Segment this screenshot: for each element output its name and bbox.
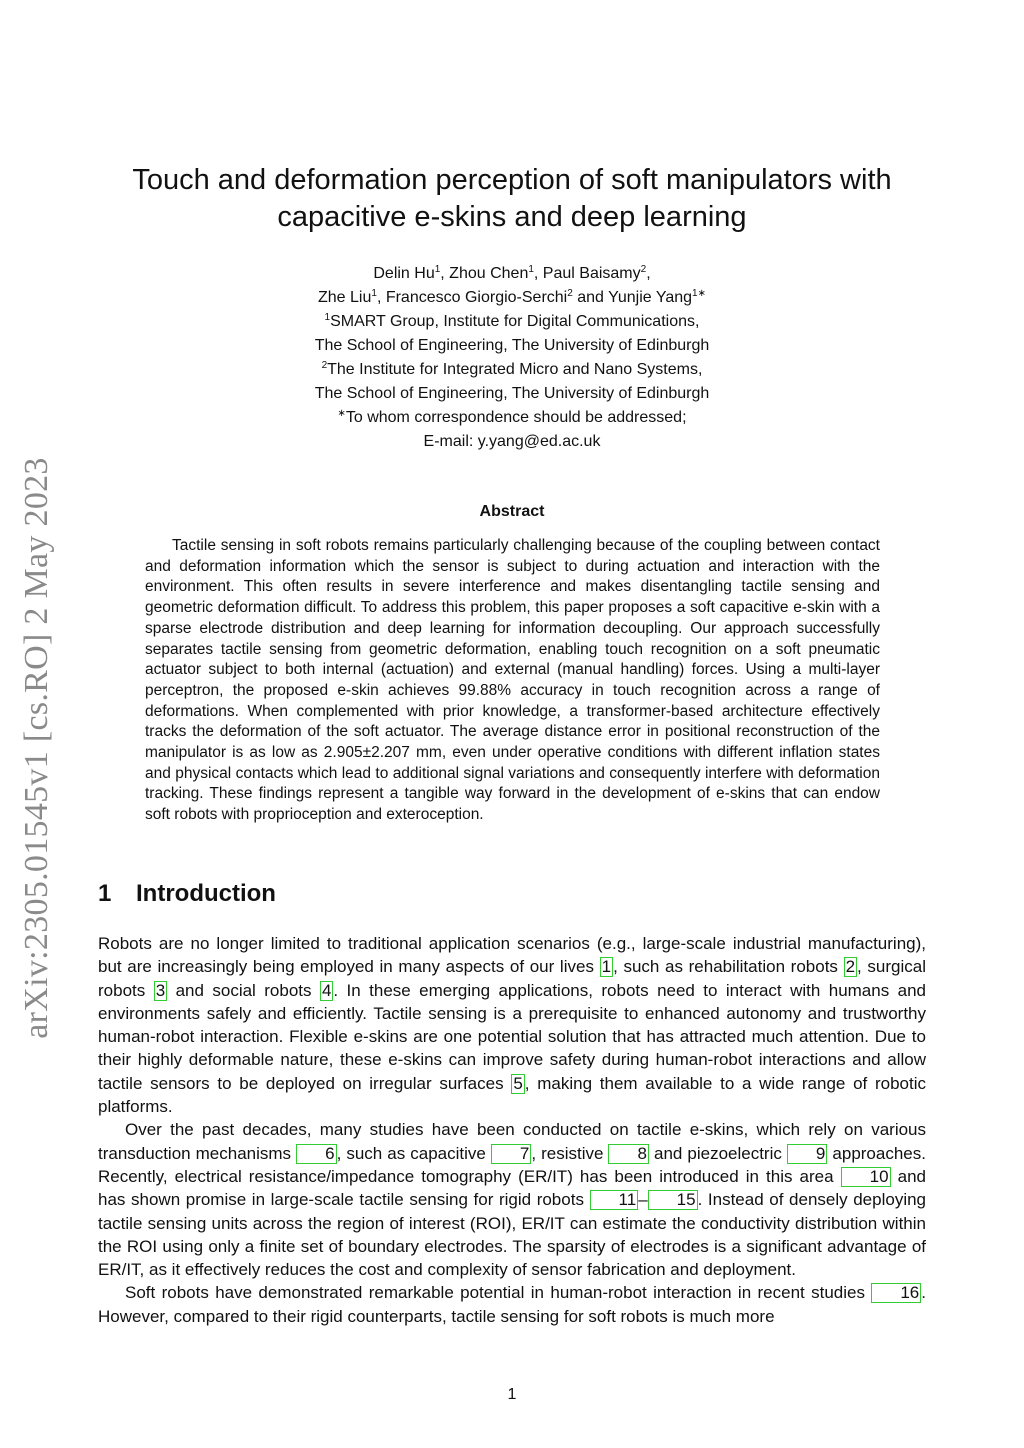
section-number: 1 <box>98 880 112 907</box>
paragraph-text: Over the past decades, many studies have been conducted on tactile e-skins, which rely on various transduction mechanisms <box>98 1120 926 1163</box>
author-affiliation-mark: 2 <box>567 288 573 299</box>
citation-link[interactable]: 16 <box>871 1283 921 1303</box>
citation-link[interactable]: 6 <box>296 1144 336 1164</box>
title-line-1: Touch and deformation perception of soft manipulators with <box>132 164 892 196</box>
intro-paragraph-3 <box>98 1281 926 1328</box>
author-name: Delin Hu <box>373 265 435 282</box>
paragraph-text: , making them available to a wide range of robotic platforms. <box>98 1073 926 1117</box>
author-line-1 <box>0 262 1024 286</box>
paragraph-text: . Instead of densely deploying tactile sensing units across the region of interest (ROI), ER/IT can estimate the conductivity distribution within the ROI using only a finite set of boundary electrodes. The sparsity of electrodes is a significant advantage of ER/IT, as it effectively reduces the cost and complexity of sensor fabrication and deployment. <box>98 1190 927 1280</box>
citation-range-dash: – <box>638 1190 648 1210</box>
affiliation-text: The Institute for Integrated Micro and Nano Systems, <box>327 361 703 378</box>
citation-link[interactable]: 4 <box>321 980 332 1000</box>
affiliation-2 <box>0 358 1024 382</box>
citation-link[interactable]: 10 <box>841 1167 891 1187</box>
affiliation-mark: 2 <box>321 360 328 371</box>
title-line-2: capacitive e-skins and deep learning <box>277 201 747 233</box>
citation-link[interactable]: 3 <box>155 980 166 1000</box>
affiliation-1-school: The School of Engineering, The University of Edinburgh <box>314 337 710 354</box>
paper-title <box>0 162 1024 236</box>
paragraph-text: , surgical robots <box>98 957 927 1000</box>
author-affiliation-mark: 1 <box>528 264 534 275</box>
author-name: , Zhou Chen <box>440 265 529 282</box>
author-name: , Francesco Giorgio-Serchi <box>376 289 568 306</box>
citation-link[interactable]: 11 <box>590 1190 639 1210</box>
paragraph-text: , resistive <box>531 1143 609 1163</box>
paragraph-text: Soft robots have demonstrated remarkable potential in human-robot interaction in recent studies <box>125 1283 872 1303</box>
citation-link[interactable]: 9 <box>787 1144 827 1164</box>
abstract-body <box>145 536 880 826</box>
affiliation-mark: 1 <box>324 312 331 323</box>
correspondence-note <box>0 406 1024 430</box>
contact-email: E-mail: y.yang@ed.ac.uk <box>423 433 601 450</box>
author-affiliation-mark: 1 <box>371 288 377 299</box>
affiliation-text: SMART Group, Institute for Digital Communications, <box>330 313 700 330</box>
correspondence-text: To whom correspondence should be addressed; <box>345 409 687 426</box>
abstract-heading: Abstract <box>479 503 545 520</box>
paragraph-text: . In these emerging applications, robots need to interact with humans and environments safely and efficiently. Tactile sensing is a prerequisite to enhanced autonomy and trustworthy human-robot interaction. Flexible e-skins are one potential solution that has attracted much attention. Due to their highly deformable nature, these e-skins can improve safety during human-robot interactions and allow tactile sensors to be deployed on irregular surfaces <box>98 980 927 1093</box>
author-name: and Yunjie Yang <box>572 289 693 306</box>
paragraph-text: Robots are no longer limited to traditional application scenarios (e.g., large-scale industrial manufacturing), but are increasingly being employed in many aspects of our lives <box>98 934 926 977</box>
paragraph-text: approaches. Recently, electrical resistance/impedance tomography (ER/IT) has been introduced in this area <box>98 1143 926 1186</box>
abstract-text: Tactile sensing in soft robots remains particularly challenging because of the coupling between contact and deformation information which the sensor is subject to during actuation and interaction with the environment. This often results in severe interference and makes disentangling tactile sensing and geometric deformation difficult. To address this problem, this paper proposes a soft capacitive e-skin with a sparse electrode distribution and deep learning for information decoupling. Our approach successfully separates tactile sensing from geometric deformation, enabling touch recognition on a soft pneumatic actuator subject to both internal (actuation) and external (manual handling) forces. Using a multi-layer perceptron, the proposed e-skin achieves 99.88% accuracy in touch recognition across a range of deformations. When complemented with prior knowledge, a transformer-based architecture effectively tracks the deformation of the soft actuator. The average distance error in positional reconstruction of the manipulator is as low as 2.905±2.207 mm, even under operative conditions with different inflation states and physical contacts which lead to additional signal variations and consequently interfere with deformation tracking. These findings represent a tangible way forward in the development of e-skins that can endow soft robots with proprioception and exteroception. <box>145 537 880 824</box>
arxiv-sidebar-stamp <box>12 448 62 1048</box>
affiliation-2-school: The School of Engineering, The University of Edinburgh <box>314 385 710 402</box>
intro-paragraph-1 <box>98 932 926 1118</box>
paragraph-text: . However, compared to their rigid counterparts, tactile sensing for soft robots is much more <box>98 1283 926 1326</box>
author-name: , Paul Baisamy <box>533 265 641 282</box>
page-number: 1 <box>507 1386 517 1403</box>
citation-link[interactable]: 5 <box>513 1073 523 1093</box>
author-name: Zhe Liu <box>318 289 372 306</box>
author-affiliation-mark: 2 <box>640 264 647 275</box>
citation-link[interactable]: 1 <box>601 957 612 977</box>
citation-link[interactable]: 7 <box>491 1144 531 1164</box>
citation-link[interactable]: 2 <box>845 957 856 977</box>
author-line-2 <box>0 286 1024 310</box>
arxiv-identifier: arXiv:2305.01545v1 [cs.RO] 2 May 2023 <box>18 457 55 1039</box>
paragraph-text: and has shown promise in large-scale tactile sensing for rigid robots <box>98 1166 926 1210</box>
citation-link[interactable]: 8 <box>608 1144 648 1164</box>
paragraph-text: , such as capacitive <box>336 1143 491 1163</box>
author-block <box>0 262 1024 454</box>
citation-link[interactable]: 15 <box>648 1190 698 1210</box>
author-separator: , <box>646 265 651 282</box>
paragraph-text: and piezoelectric <box>648 1143 787 1163</box>
correspondence-mark: ∗ <box>337 408 346 419</box>
author-affiliation-mark: 1∗ <box>692 288 706 299</box>
paragraph-text: and social robots <box>167 980 320 1000</box>
affiliation-1 <box>0 310 1024 334</box>
introduction-body <box>98 932 926 1328</box>
intro-paragraph-2 <box>98 1118 926 1281</box>
section-title: Introduction <box>136 880 276 907</box>
section-heading-introduction <box>98 880 276 908</box>
author-affiliation-mark: 1 <box>434 264 441 275</box>
paragraph-text: , such as rehabilitation robots <box>613 957 844 977</box>
